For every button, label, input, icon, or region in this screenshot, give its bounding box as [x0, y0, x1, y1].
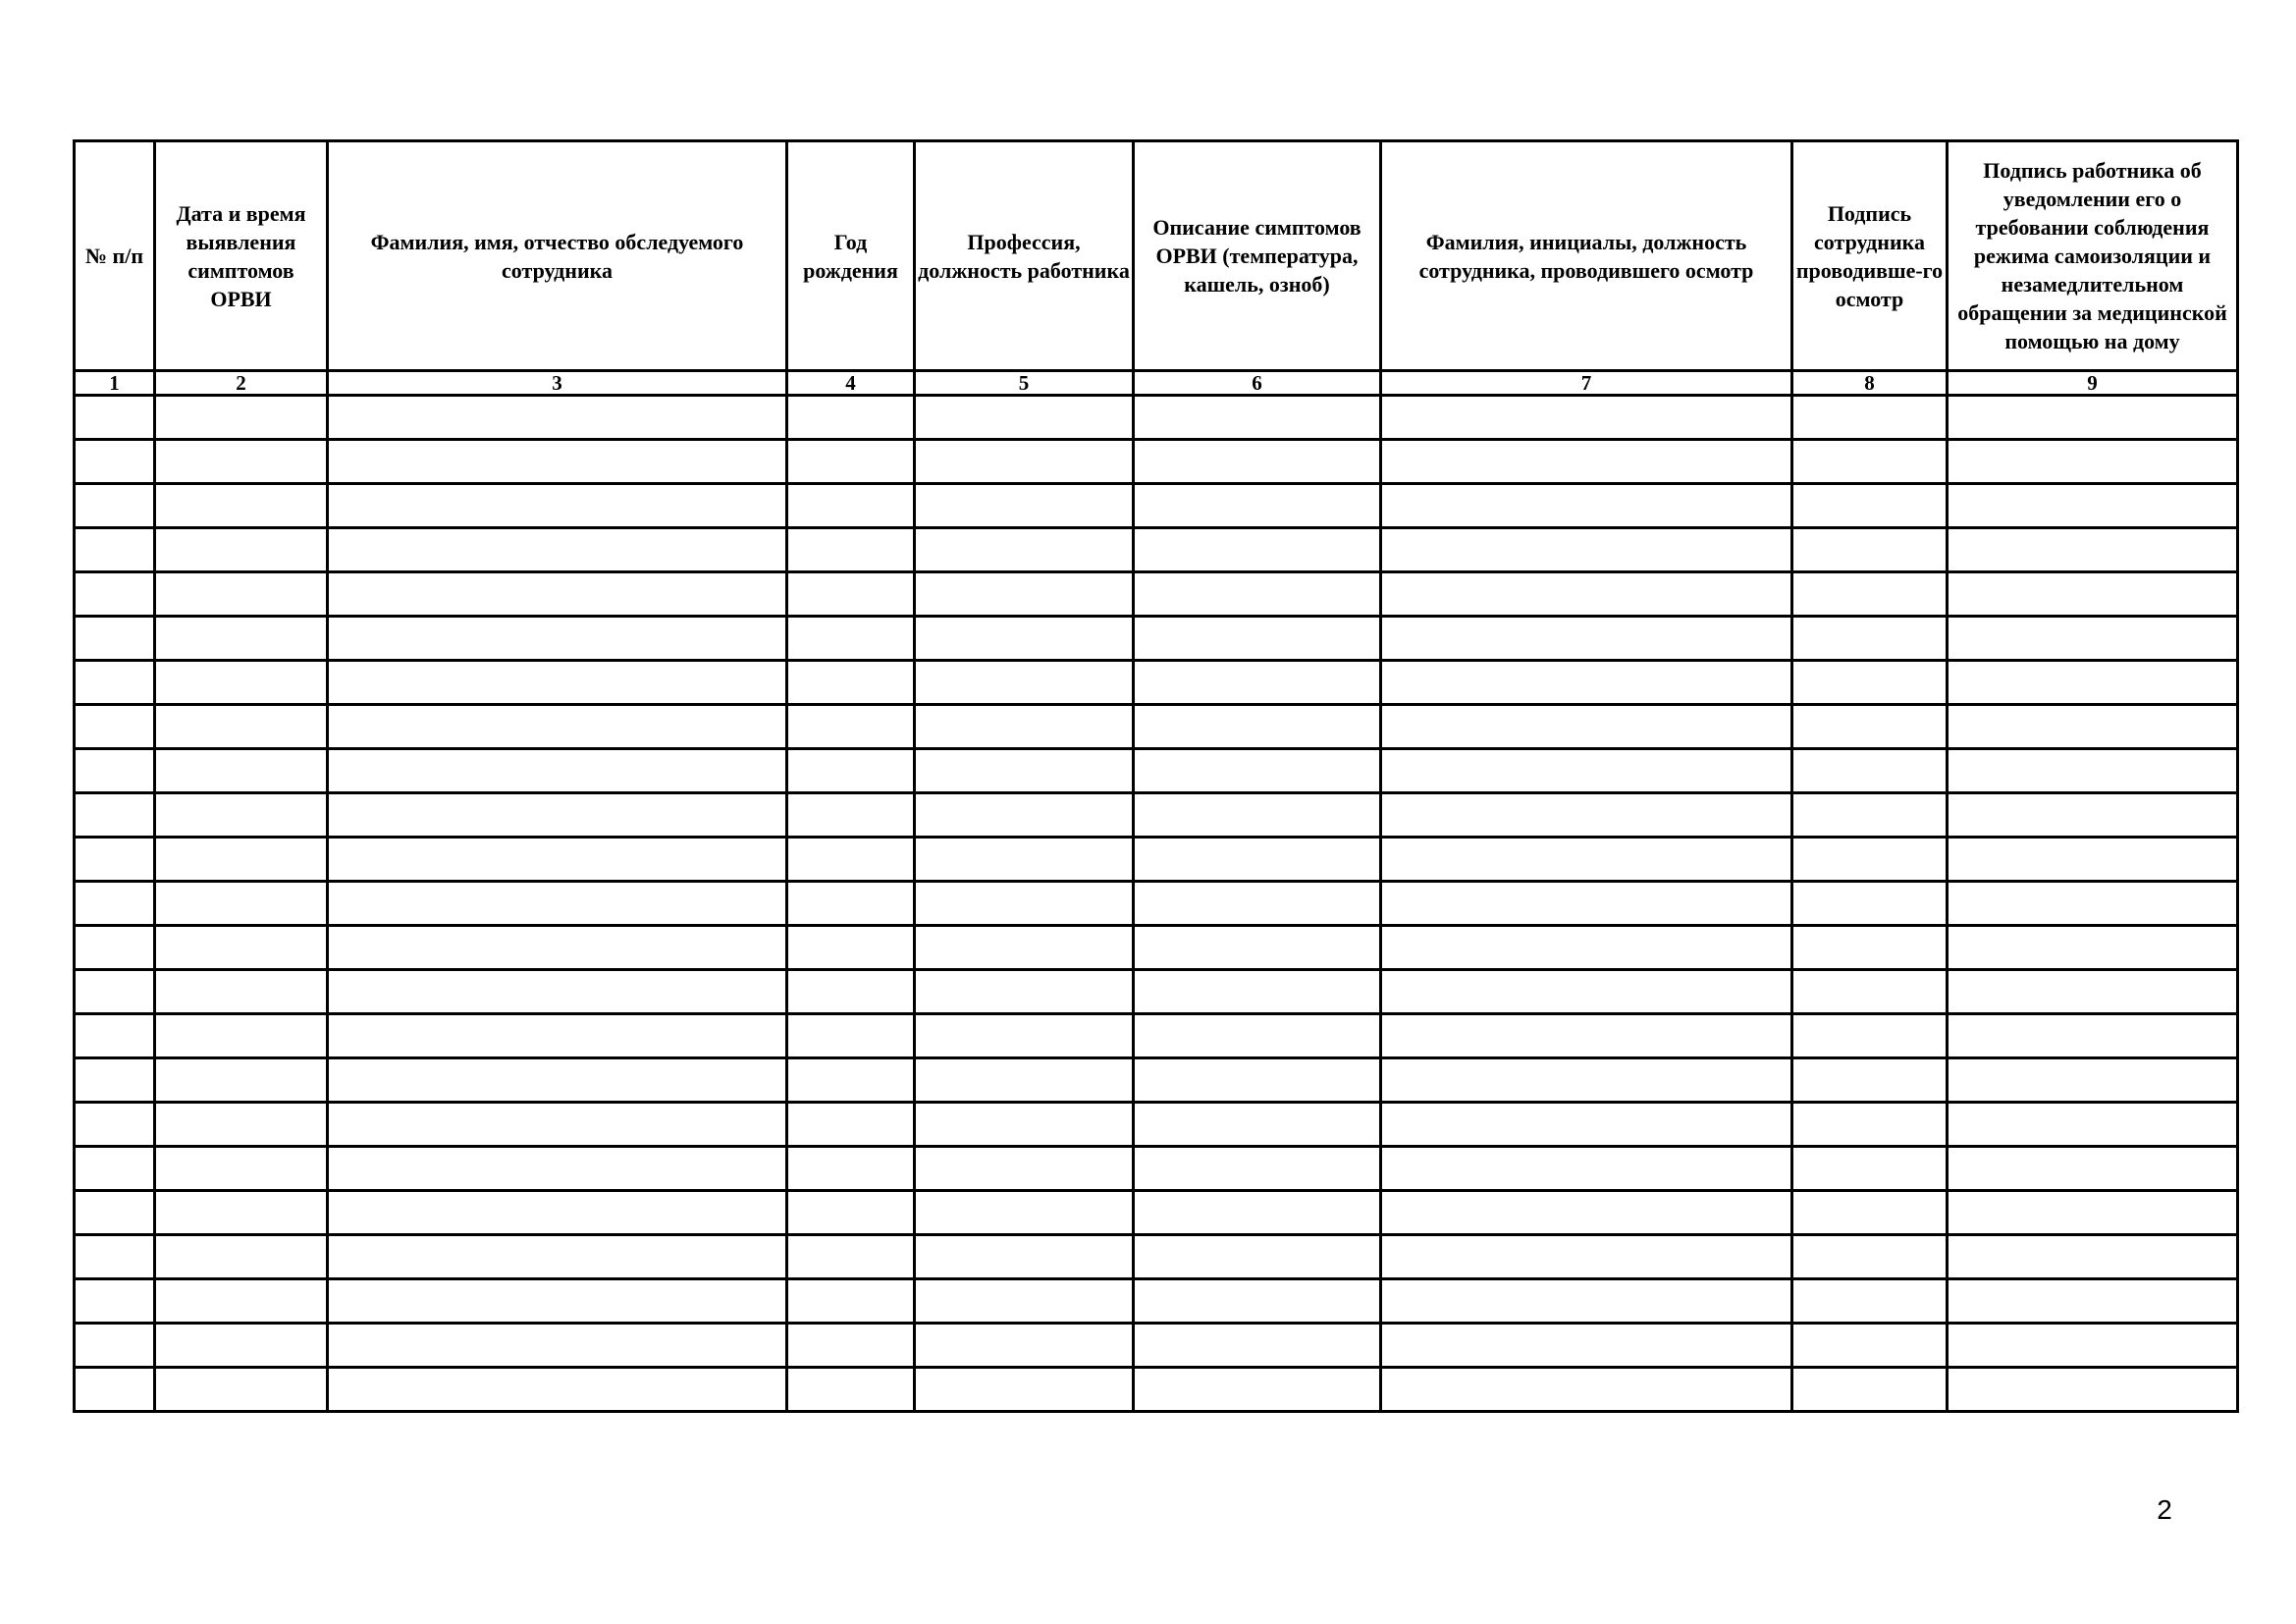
table-cell[interactable] — [1792, 440, 1948, 484]
table-row — [75, 838, 2238, 882]
table-row — [75, 1235, 2238, 1279]
table-cell[interactable] — [1134, 661, 1381, 705]
table-cell[interactable] — [1134, 882, 1381, 926]
page-number: 2 — [2157, 1494, 2172, 1525]
column-header-examiner-signature: Подпись сотрудника проводивше-го осмотр — [1792, 141, 1948, 371]
table-cell[interactable] — [328, 661, 787, 705]
table-cell[interactable] — [75, 1014, 155, 1058]
table-cell[interactable] — [915, 1279, 1134, 1324]
table-cell[interactable] — [1381, 1324, 1792, 1368]
table-cell[interactable] — [155, 970, 328, 1014]
table-cell[interactable] — [915, 926, 1134, 970]
column-header-detection-datetime: Дата и время выявления симптомов ОРВИ — [155, 141, 328, 371]
table-row — [75, 1324, 2238, 1368]
table-cell[interactable] — [915, 1058, 1134, 1103]
table-cell[interactable] — [1381, 1147, 1792, 1191]
table-cell[interactable] — [787, 1368, 915, 1412]
table-cell[interactable] — [155, 1235, 328, 1279]
table-cell[interactable] — [75, 528, 155, 572]
table-cell[interactable] — [75, 749, 155, 793]
table-cell[interactable] — [1792, 1235, 1948, 1279]
table-row — [75, 528, 2238, 572]
table-cell[interactable] — [155, 1058, 328, 1103]
table-cell[interactable] — [1134, 749, 1381, 793]
table-cell[interactable] — [155, 1191, 328, 1235]
table-cell[interactable] — [1948, 926, 2238, 970]
table-cell[interactable] — [1948, 572, 2238, 617]
table-cell[interactable] — [1134, 926, 1381, 970]
table-cell[interactable] — [915, 970, 1134, 1014]
table-cell[interactable] — [1134, 1279, 1381, 1324]
table-row — [75, 1014, 2238, 1058]
table-cell[interactable] — [155, 661, 328, 705]
table-cell[interactable] — [1381, 396, 1792, 440]
table-body — [75, 396, 2238, 1412]
table-row — [75, 749, 2238, 793]
table-cell[interactable] — [328, 970, 787, 1014]
table-row — [75, 484, 2238, 528]
table-cell[interactable] — [1948, 484, 2238, 528]
table-cell[interactable] — [155, 1324, 328, 1368]
table-cell[interactable] — [155, 838, 328, 882]
table-cell[interactable] — [787, 1279, 915, 1324]
table-cell[interactable] — [787, 1103, 915, 1147]
table-cell[interactable] — [915, 396, 1134, 440]
table-row — [75, 617, 2238, 661]
table-cell[interactable] — [328, 705, 787, 749]
table-cell[interactable] — [1134, 793, 1381, 838]
column-header-number: № п/п — [75, 141, 155, 371]
table-cell[interactable] — [75, 793, 155, 838]
table-cell[interactable] — [75, 1103, 155, 1147]
table-cell[interactable] — [1134, 970, 1381, 1014]
table-cell[interactable] — [328, 882, 787, 926]
table-cell[interactable] — [1381, 1368, 1792, 1412]
table-cell[interactable] — [75, 1235, 155, 1279]
table-cell[interactable] — [1381, 705, 1792, 749]
table-cell[interactable] — [787, 396, 915, 440]
table-cell[interactable] — [1792, 1368, 1948, 1412]
table-cell[interactable] — [75, 1147, 155, 1191]
table-cell[interactable] — [1948, 838, 2238, 882]
table-row — [75, 1191, 2238, 1235]
table-cell[interactable] — [787, 705, 915, 749]
table-cell[interactable] — [1792, 838, 1948, 882]
table-cell[interactable] — [1134, 528, 1381, 572]
table-cell[interactable] — [1381, 572, 1792, 617]
table-cell[interactable] — [1948, 1235, 2238, 1279]
table-cell[interactable] — [1381, 484, 1792, 528]
table-cell[interactable] — [1948, 440, 2238, 484]
table-cell[interactable] — [328, 572, 787, 617]
column-number: 3 — [328, 371, 787, 396]
table-cell[interactable] — [328, 1103, 787, 1147]
table-cell[interactable] — [787, 1014, 915, 1058]
table-cell[interactable] — [1948, 882, 2238, 926]
table-cell[interactable] — [1134, 572, 1381, 617]
table-cell[interactable] — [787, 970, 915, 1014]
table-cell[interactable] — [915, 705, 1134, 749]
table-cell[interactable] — [915, 661, 1134, 705]
table-cell[interactable] — [1792, 1103, 1948, 1147]
table-cell[interactable] — [1134, 705, 1381, 749]
table-row — [75, 396, 2238, 440]
table-cell[interactable] — [328, 1368, 787, 1412]
table-cell[interactable] — [1792, 528, 1948, 572]
table-cell[interactable] — [915, 1147, 1134, 1191]
table-cell[interactable] — [1134, 1191, 1381, 1235]
table-cell[interactable] — [1381, 1235, 1792, 1279]
table-cell[interactable] — [1948, 617, 2238, 661]
column-header-birth-year: Год рождения — [787, 141, 915, 371]
table-cell[interactable] — [1381, 440, 1792, 484]
table-cell[interactable] — [155, 396, 328, 440]
table-cell[interactable] — [328, 1058, 787, 1103]
table-cell[interactable] — [915, 528, 1134, 572]
table-cell[interactable] — [1792, 484, 1948, 528]
table-cell[interactable] — [787, 528, 915, 572]
table-cell[interactable] — [915, 1014, 1134, 1058]
table-cell[interactable] — [1381, 970, 1792, 1014]
column-header-employee-signature: Подпись работника об уведомлении его о требовании соблюдения режима самоизоляции и незамедлительном обращении за медицинской помощью на дому — [1948, 141, 2238, 371]
table-cell[interactable] — [75, 1191, 155, 1235]
table-cell[interactable] — [328, 793, 787, 838]
table-cell[interactable] — [1792, 1279, 1948, 1324]
column-number: 9 — [1948, 371, 2238, 396]
table-cell[interactable] — [328, 440, 787, 484]
table-cell[interactable] — [155, 749, 328, 793]
table-cell[interactable] — [787, 617, 915, 661]
table-cell[interactable] — [328, 528, 787, 572]
table-cell[interactable] — [1381, 1058, 1792, 1103]
table-cell[interactable] — [155, 440, 328, 484]
table-cell[interactable] — [1134, 1014, 1381, 1058]
table-cell[interactable] — [1948, 1014, 2238, 1058]
table-cell[interactable] — [1381, 882, 1792, 926]
table-cell[interactable] — [328, 1324, 787, 1368]
table-cell[interactable] — [915, 1103, 1134, 1147]
column-number: 1 — [75, 371, 155, 396]
table-cell[interactable] — [155, 882, 328, 926]
table-row — [75, 705, 2238, 749]
table-cell[interactable] — [1792, 617, 1948, 661]
table-cell[interactable] — [328, 749, 787, 793]
table-row — [75, 1103, 2238, 1147]
table-cell[interactable] — [155, 1014, 328, 1058]
table-cell[interactable] — [787, 926, 915, 970]
table-cell[interactable] — [1134, 838, 1381, 882]
table-row — [75, 1058, 2238, 1103]
table-cell[interactable] — [1948, 793, 2238, 838]
column-number: 2 — [155, 371, 328, 396]
column-header-full-name: Фамилия, имя, отчество обследуемого сотрудника — [328, 141, 787, 371]
column-header-symptoms: Описание симптомов ОРВИ (температура, кашель, озноб) — [1134, 141, 1381, 371]
table-cell[interactable] — [787, 1191, 915, 1235]
table-cell[interactable] — [75, 396, 155, 440]
table-cell[interactable] — [328, 1147, 787, 1191]
table-cell[interactable] — [1948, 1279, 2238, 1324]
table-cell[interactable] — [155, 1279, 328, 1324]
table-cell[interactable] — [1948, 396, 2238, 440]
table-cell[interactable] — [787, 484, 915, 528]
table-cell[interactable] — [1948, 749, 2238, 793]
table-cell[interactable] — [1792, 1191, 1948, 1235]
table-cell[interactable] — [1948, 1191, 2238, 1235]
table-cell[interactable] — [1792, 926, 1948, 970]
table-cell[interactable] — [1948, 1058, 2238, 1103]
table-cell[interactable] — [915, 484, 1134, 528]
table-cell[interactable] — [915, 1368, 1134, 1412]
table-cell[interactable] — [1134, 617, 1381, 661]
table-cell[interactable] — [787, 1058, 915, 1103]
table-cell[interactable] — [787, 1324, 915, 1368]
table-row — [75, 1147, 2238, 1191]
table-cell[interactable] — [155, 484, 328, 528]
table-cell[interactable] — [75, 440, 155, 484]
table-cell[interactable] — [1792, 396, 1948, 440]
table-cell[interactable] — [1381, 1103, 1792, 1147]
table-cell[interactable] — [75, 484, 155, 528]
table-row — [75, 793, 2238, 838]
table-cell[interactable] — [75, 705, 155, 749]
column-number-row — [75, 371, 2238, 396]
table-cell[interactable] — [915, 749, 1134, 793]
table-cell[interactable] — [915, 793, 1134, 838]
table-cell[interactable] — [787, 793, 915, 838]
table-cell[interactable] — [155, 617, 328, 661]
table-cell[interactable] — [915, 1324, 1134, 1368]
table-row — [75, 970, 2238, 1014]
table-cell[interactable] — [915, 882, 1134, 926]
table-cell[interactable] — [155, 1147, 328, 1191]
table-cell[interactable] — [915, 1191, 1134, 1235]
table-cell[interactable] — [1948, 528, 2238, 572]
table-cell[interactable] — [1134, 1147, 1381, 1191]
table-cell[interactable] — [328, 1279, 787, 1324]
table-cell[interactable] — [155, 793, 328, 838]
table-cell[interactable] — [1134, 484, 1381, 528]
table-row — [75, 926, 2238, 970]
column-number: 8 — [1792, 371, 1948, 396]
table-cell[interactable] — [1792, 705, 1948, 749]
column-number: 5 — [915, 371, 1134, 396]
column-number: 4 — [787, 371, 915, 396]
table-cell[interactable] — [1792, 1014, 1948, 1058]
table-cell[interactable] — [1134, 396, 1381, 440]
table-cell[interactable] — [787, 1147, 915, 1191]
table-cell[interactable] — [155, 1368, 328, 1412]
table-cell[interactable] — [328, 396, 787, 440]
table-cell[interactable] — [75, 572, 155, 617]
table-cell[interactable] — [75, 661, 155, 705]
table-cell[interactable] — [1948, 1103, 2238, 1147]
table-cell[interactable] — [155, 926, 328, 970]
table-cell[interactable] — [1792, 749, 1948, 793]
table-cell[interactable] — [1948, 661, 2238, 705]
table-cell[interactable] — [75, 1324, 155, 1368]
table-cell[interactable] — [1381, 838, 1792, 882]
table-cell[interactable] — [75, 970, 155, 1014]
table-cell[interactable] — [155, 1103, 328, 1147]
table-cell[interactable] — [787, 661, 915, 705]
table-cell[interactable] — [75, 882, 155, 926]
table-cell[interactable] — [1381, 661, 1792, 705]
column-header-examiner: Фамилия, инициалы, должность сотрудника, проводившего осмотр — [1381, 141, 1792, 371]
table-cell[interactable] — [1134, 1103, 1381, 1147]
table-cell[interactable] — [75, 1279, 155, 1324]
table-cell[interactable] — [915, 617, 1134, 661]
table-cell[interactable] — [1134, 1235, 1381, 1279]
table-cell[interactable] — [1792, 1147, 1948, 1191]
table-cell[interactable] — [75, 617, 155, 661]
table-cell[interactable] — [1948, 1324, 2238, 1368]
table-cell[interactable] — [1381, 617, 1792, 661]
table-cell[interactable] — [1792, 1324, 1948, 1368]
table-cell[interactable] — [1381, 528, 1792, 572]
column-number: 6 — [1134, 371, 1381, 396]
table-cell[interactable] — [328, 1191, 787, 1235]
table-cell[interactable] — [1948, 705, 2238, 749]
table-cell[interactable] — [915, 572, 1134, 617]
table-cell[interactable] — [915, 440, 1134, 484]
table-cell[interactable] — [1792, 882, 1948, 926]
column-header-profession: Профессия, должность работника — [915, 141, 1134, 371]
table-row — [75, 1368, 2238, 1412]
table-cell[interactable] — [328, 484, 787, 528]
table-cell[interactable] — [1381, 1279, 1792, 1324]
symptom-journal-table — [73, 139, 2239, 1413]
table-row — [75, 882, 2238, 926]
table-cell[interactable] — [1381, 793, 1792, 838]
table-cell[interactable] — [1134, 440, 1381, 484]
table-cell[interactable] — [155, 705, 328, 749]
table-cell[interactable] — [787, 572, 915, 617]
table-cell[interactable] — [1792, 793, 1948, 838]
table-header-row — [75, 141, 2238, 371]
table-cell[interactable] — [1948, 970, 2238, 1014]
table-cell[interactable] — [915, 838, 1134, 882]
table-cell[interactable] — [328, 926, 787, 970]
table-cell[interactable] — [75, 1368, 155, 1412]
table-cell[interactable] — [1792, 661, 1948, 705]
table-cell[interactable] — [1381, 926, 1792, 970]
table-cell[interactable] — [1948, 1147, 2238, 1191]
table-cell[interactable] — [1948, 1368, 2238, 1412]
table-cell[interactable] — [787, 1235, 915, 1279]
table-cell[interactable] — [787, 882, 915, 926]
table-cell[interactable] — [75, 838, 155, 882]
table-row — [75, 661, 2238, 705]
table-cell[interactable] — [787, 440, 915, 484]
table-cell[interactable] — [1134, 1324, 1381, 1368]
table-cell[interactable] — [787, 749, 915, 793]
table-row — [75, 572, 2238, 617]
table-cell[interactable] — [328, 617, 787, 661]
table-row — [75, 1279, 2238, 1324]
table-cell[interactable] — [1792, 572, 1948, 617]
table-cell[interactable] — [1792, 1058, 1948, 1103]
table-cell[interactable] — [328, 1235, 787, 1279]
table-cell[interactable] — [328, 1014, 787, 1058]
table-cell[interactable] — [915, 1235, 1134, 1279]
table-cell[interactable] — [75, 1058, 155, 1103]
table-cell[interactable] — [328, 838, 787, 882]
table-cell[interactable] — [155, 572, 328, 617]
column-number: 7 — [1381, 371, 1792, 396]
table-cell[interactable] — [1792, 970, 1948, 1014]
table-cell[interactable] — [787, 838, 915, 882]
table-cell[interactable] — [1381, 749, 1792, 793]
table-cell[interactable] — [1381, 1014, 1792, 1058]
table-cell[interactable] — [155, 528, 328, 572]
table-cell[interactable] — [1381, 1191, 1792, 1235]
table-cell[interactable] — [75, 926, 155, 970]
table-row — [75, 440, 2238, 484]
table-cell[interactable] — [1134, 1058, 1381, 1103]
table-cell[interactable] — [1134, 1368, 1381, 1412]
